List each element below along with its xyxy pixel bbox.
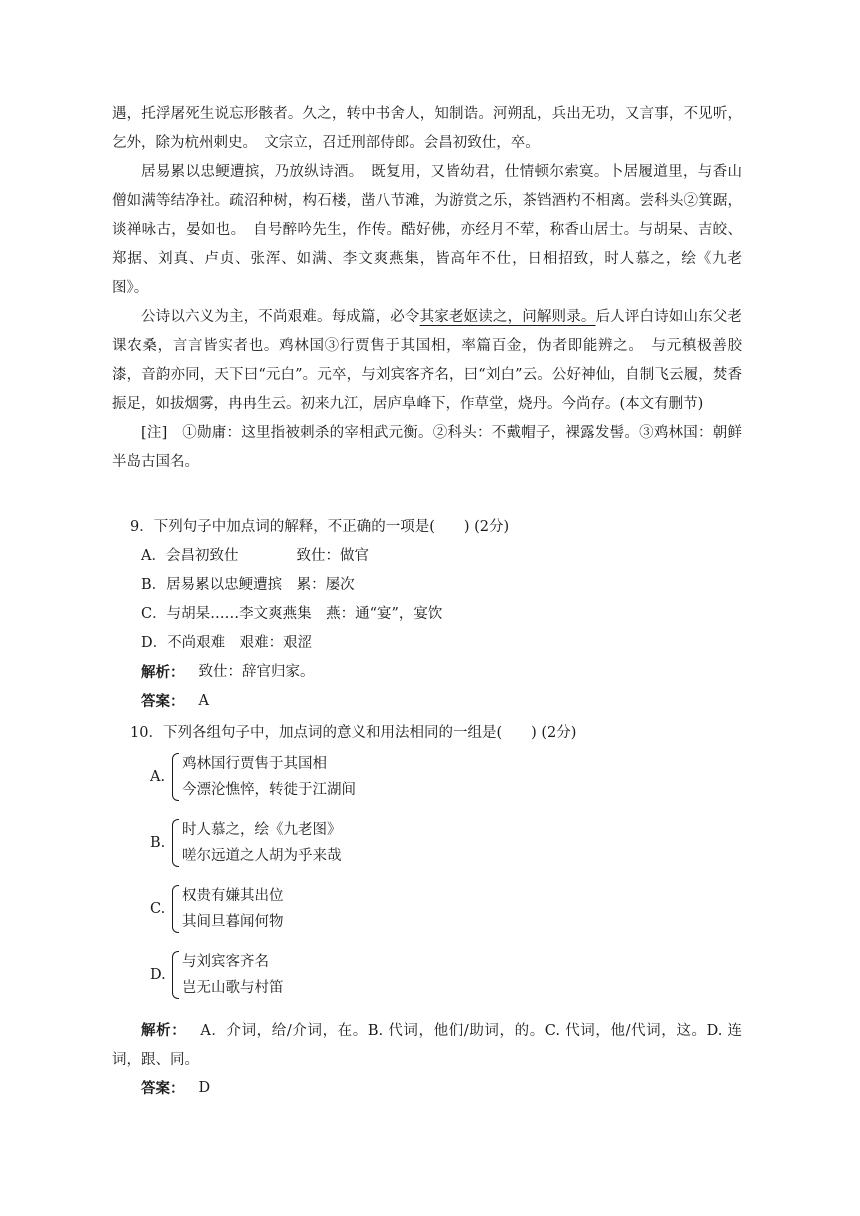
passage-paragraph-1: 遇，托浮屠死生说忘形骸者。久之，转中书舍人，知制诰。河朔乱，兵出无功，又言事，不见听，乞外，除为杭州刺史。 文宗立，召迁刑部侍郎。会昌初致仕，卒。 [112,106,742,151]
option-line-1: 与刘宾客齐名 [182,954,269,970]
option-line-1: 鸡林国行贾售于其国相 [182,756,327,772]
question-10-option-b [150,817,342,869]
passage [112,100,742,477]
brace-icon [172,753,179,801]
answer-label: 答案： [141,693,185,710]
question-9-answer [112,687,742,716]
question-9-option-b: B．居易累以忠鲠遭摈 累：屡次 [141,577,355,593]
option-letter: B. [150,835,166,851]
question-9-option-a: A．会昌初致仕 致仕：做官 [141,548,369,564]
question-10-analysis [112,1016,742,1075]
analysis-text: 致仕：辞官归家。 [198,664,315,680]
passage-paragraph-2: 居易累以忠鲠遭摈，乃放纵诗酒。 既复用，又皆幼君，仕情顿尔索寞。卜居履道里，与香山僧如满等结净社。疏沼种树，构石楼，凿八节滩，为游赏之乐，茶铛酒杓不相离。尝科头②箕踞，谈禅咏古，晏如也。 自号醉吟先生，作传。酷好佛，亦经月不荤，称香山居士。与胡杲、吉皎、郑据、刘真、卢贞、张浑、如满、李文爽燕集，皆高年不仕，日相招致，时人慕之，绘《九老图》。 [112,164,742,296]
option-line-2: 岂无山歌与村笛 [182,980,284,996]
question-10-stem-text: 10．下列各组句子中，加点词的意义和用法相同的一组是( ) (2分) [130,725,577,741]
answer-value: A [198,693,209,709]
question-9 [112,513,742,716]
option-line-1: 权贵有嫌其出位 [182,888,284,904]
question-10-answer [112,1074,742,1103]
passage-paragraph-3-start: 公诗以六义为主，不尚艰难。每成篇，必令 [141,309,420,325]
analysis-text: A．介词，给/介词，在。B. 代词，他们/助词，的。C. 代词，他/代词，这。D. 连词，跟、同。 [112,1023,743,1068]
question-9-stem: 9．下列句子中加点词的解释，不正确的一项是( ) (2分) [130,519,510,535]
question-10-option-a [150,751,356,803]
annotation-note: [注] ①勋庸：这里指被刺杀的宰相武元衡。②科头：不戴帽子，裸露发髻。③鸡林国：朝鲜半岛古国名。 [112,425,742,470]
answer-value: D [198,1080,211,1096]
brace-icon [172,885,179,933]
brace-icon [172,951,179,999]
option-line-2: 今漂沦憔悴，转徙于江湖间 [182,782,356,798]
question-9-option-d: D．不尚艰难 艰难：艰涩 [141,635,313,651]
brace-icon [172,819,179,867]
option-letter: C. [150,901,166,917]
option-line-2: 其间旦暮闻何物 [182,914,284,930]
question-10-option-d [150,949,284,1001]
option-letter: D. [150,967,166,983]
question-10-option-c [150,883,284,935]
passage-paragraph-3 [112,303,742,419]
question-9-analysis [112,658,742,687]
option-line-1: 时人慕之，绘《九老图》 [182,822,342,838]
analysis-label: 解析： [141,664,185,681]
underlined-sentence: 其家老妪读之，问解则录。 [419,309,596,325]
option-letter: A. [150,769,166,785]
answer-label: 答案： [141,1080,185,1097]
question-10-stem [112,719,742,748]
question-9-option-c: C．与胡杲……李文爽燕集 燕：通“宴”，宴饮 [141,606,443,622]
analysis-label: 解析： [141,1022,187,1039]
option-line-2: 嗟尔远道之人胡为乎来哉 [182,848,342,864]
passage-paragraph-3-rest: 后人评白诗如山东父老课农桑，言言皆实者也。鸡林国③行贾售于其国相，率篇百金，伪者即能辨之。 与元稹极善胶漆，音韵亦同，天下曰“元白”。元卒，与刘宾客齐名，曰“刘白”云。公好神仙，自制飞云履，焚香振足，如拔烟雾，冉冉生云。初来九江，居庐阜峰下，作草堂，烧丹。今尚存。(本文有删节) [112,309,743,412]
